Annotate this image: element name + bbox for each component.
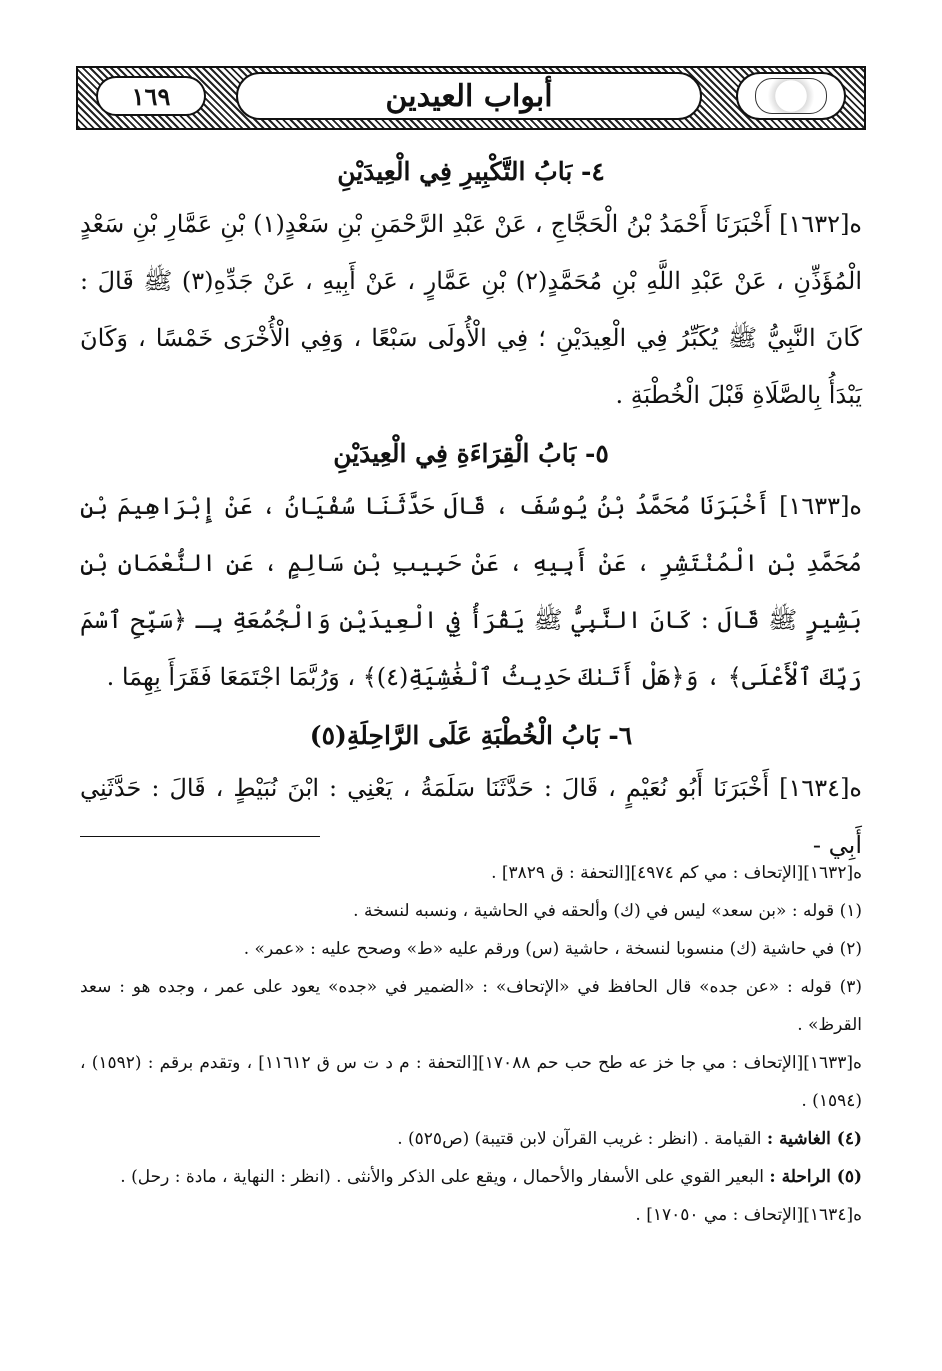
footnote-text: (١) قوله : «بن سعد» ليس في (ك) وألحقه في الحاشية ، ونسبه لنسخة . — [353, 901, 862, 921]
footnote-item — [80, 1120, 862, 1158]
chapter-heading-5: ٥- بَابُ الْقِرَاءَةِ فِي الْعِيدَيْنِ — [333, 439, 609, 468]
page-number: ١٦٩ — [131, 81, 171, 111]
seal-logo — [736, 72, 846, 120]
footnote-item — [80, 1158, 862, 1196]
footnote-item — [80, 1044, 862, 1120]
page-header — [76, 66, 866, 130]
footnote-text: القيامة . (انظر : غريب القرآن لابن قتيبة) (ص٥٢٥) . — [397, 1129, 767, 1149]
main-text — [80, 148, 862, 880]
hadith-1633: ه[١٦٣٣] أَخْبَرَنَا مُحَمَّدُ بْنُ يُوسُفَ ، قَالَ حَدَّثَنَا سُفْيَانُ ، عَنْ إِبْرَاهِيمَ بْنِ مُحَمَّدِ بْنِ الْمُنْتَشِرِ ، عَنْ أَبِيهِ ، عَنْ حَبِيبِ بْنِ سَالِمٍ ، عَنِ النُّعْمَانِ بْنِ بَشِيرٍ ﷺ قَالَ : كَانَ النَّبِيُّ ﷺ يَقْرَأُ فِي الْعِيدَيْنِ وَالْجُمُعَةِ بِـ ﴿سَبِّحِ ٱسْمَ رَبِّكَ ٱلْأَعْلَى﴾ ، وَ﴿هَلْ أَتَىٰكَ حَدِيثُ ٱلْغَٰشِيَةِ(٤)﴾ ، وَرُبَّمَا اجْتَمَعَا فَقَرَأَ بِهِمَا . — [80, 492, 862, 691]
seal-emblem-icon — [755, 78, 827, 114]
footnote-item — [80, 892, 862, 930]
footnotes — [80, 854, 862, 1234]
footnote-item — [80, 968, 862, 1044]
footnote-text: ه[١٦٣٢][الإتحاف : مي كم ٤٩٧٤][التحفة : ق ٣٨٢٩] . — [491, 863, 862, 883]
hadith-1634: ه[١٦٣٤] أَخْبَرَنَا أَبُو نُعَيْمٍ ، قَالَ : حَدَّثَنَا سَلَمَةُ ، يَعْنِي : ابْنَ نُبَيْطٍ ، قَالَ : حَدَّثَنِي أَبِي - — [80, 774, 862, 859]
chapter-heading-4: ٤- بَابُ التَّكْبِيرِ فِي الْعِيدَيْنِ — [337, 157, 605, 186]
chapter-heading-6: ٦- بَابُ الْخُطْبَةِ عَلَى الرَّاحِلَةِ(٥) — [309, 721, 633, 750]
footnote-item — [80, 930, 862, 968]
footnote-text: ه[١٦٣٣][الإتحاف : مي جا خز عه طح حب حم ١٧٠٨٨][التحفة : م د ت س ق ١١٦١٢] ، وتقدم برقم : (١٥٩٢) ، (١٥٩٤) . — [80, 1053, 862, 1111]
footnote-text: البعير القوي على الأسفار والأحمال ، ويقع على الذكر والأنثى . (انظر : النهاية ، مادة : رحل) . — [120, 1167, 770, 1187]
footnote-item — [80, 1196, 862, 1234]
footnote-text: (٣) قوله : «عن جده» قال الحافظ في «الإتحاف» : «الضمير في «جده» يعود على عمر ، وجده هو : سعد القرظ» . — [80, 977, 862, 1035]
page-number-box — [96, 76, 206, 116]
header-title-cartouche — [236, 72, 702, 120]
footnote-key: (٥) الراحلة : — [769, 1167, 862, 1187]
footnote-item — [80, 854, 862, 892]
footnote-key: (٤) الغاشية : — [766, 1129, 862, 1149]
hadith-1632: ه[١٦٣٢] أَخْبَرَنَا أَحْمَدُ بْنُ الْحَجَّاجِ ، عَنْ عَبْدِ الرَّحْمَنِ بْنِ سَعْدٍ(١) بْنِ عَمَّارِ بْنِ سَعْدٍ الْمُؤَذِّنِ ، عَنْ عَبْدِ اللَّهِ بْنِ مُحَمَّدٍ(٢) بْنِ عَمَّارٍ ، عَنْ أَبِيهِ ، عَنْ جَدِّهِ(٣) ﷺ قَالَ : كَانَ النَّبِيُّ ﷺ يُكَبِّرُ فِي الْعِيدَيْنِ ؛ فِي الْأُولَى سَبْعًا ، وَفِي الْأُخْرَى خَمْسًا ، وَكَانَ يَبْدَأُ بِالصَّلَاةِ قَبْلَ الْخُطْبَةِ . — [80, 210, 862, 409]
section-title: أبواب العيدين — [385, 78, 553, 114]
footnote-text: (٢) في حاشية (ك) منسوبا لنسخة ، حاشية (س) ورقم عليه «ط» وصحح عليه : «عمر» . — [243, 939, 862, 959]
footnote-text: ه[١٦٣٤][الإتحاف : مي ١٧٠٥٠] . — [635, 1205, 862, 1225]
footnote-separator — [80, 836, 320, 837]
